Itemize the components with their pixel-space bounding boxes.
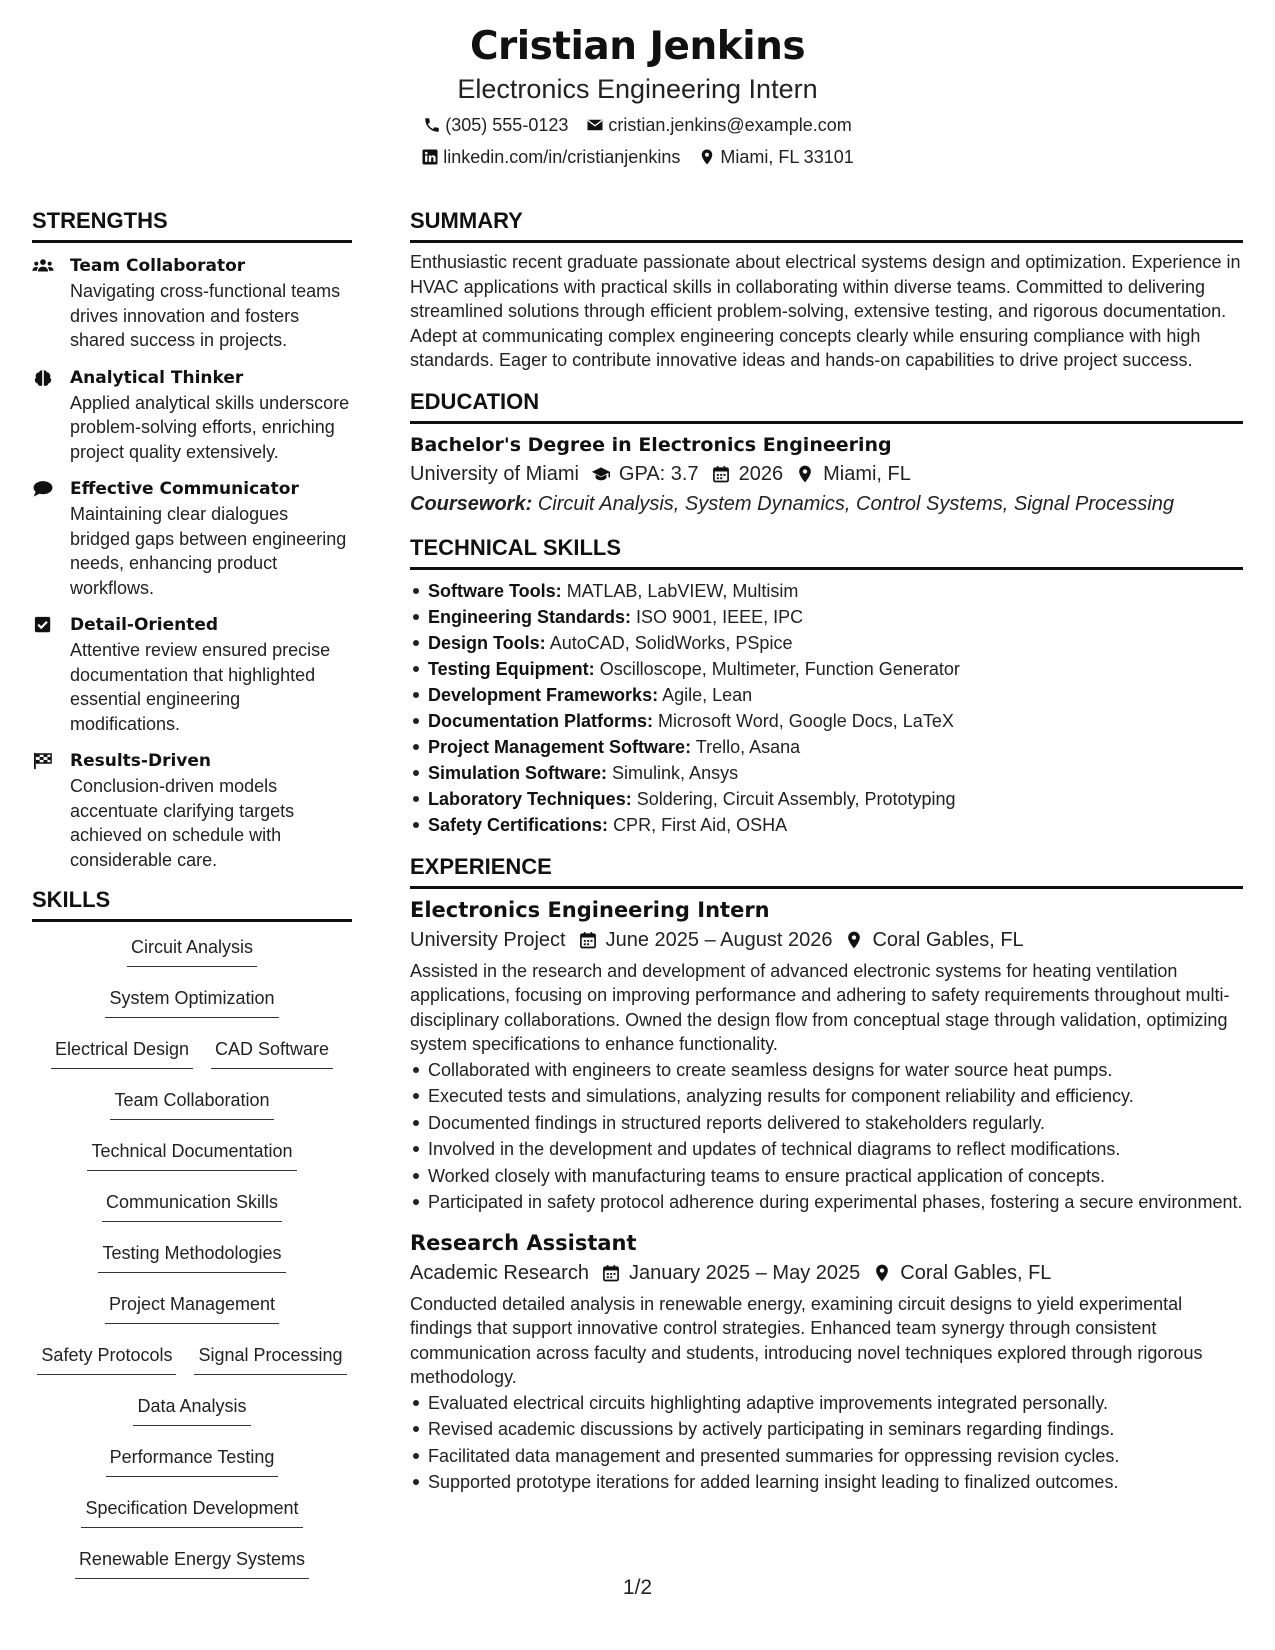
experience-heading: EXPERIENCE: [410, 852, 1243, 889]
strength-item: [32, 254, 352, 353]
technical-skill-item: Testing Equipment: Oscilloscope, Multimeter, Function Generator: [410, 656, 1243, 682]
graduation-year: 2026: [738, 462, 784, 485]
contact-row: [0, 113, 1275, 137]
skills-heading: SKILLS: [32, 885, 352, 922]
users-icon: [32, 254, 70, 353]
job-meta: [410, 925, 1243, 955]
map-pin-icon: [795, 464, 815, 484]
brain-icon: [32, 366, 70, 465]
job-bullet: Revised academic discussions by actively participating in seminars regarding findings.: [410, 1416, 1243, 1443]
job-bullets: [410, 1057, 1243, 1216]
technical-skill-item: Engineering Standards: ISO 9001, IEEE, IPC: [410, 604, 1243, 630]
calendar-icon: [601, 1263, 621, 1283]
speech-bubble-icon: [32, 477, 70, 600]
calendar-icon: [578, 930, 598, 950]
map-pin-icon: [872, 1263, 892, 1283]
job-bullet: Facilitated data management and presented summaries for oppressing revision cycles.: [410, 1443, 1243, 1470]
contact-linkedin-text[interactable]: linkedin.com/in/cristianjenkins: [443, 147, 681, 167]
technical-skill-item: Simulation Software: Simulink, Ansys: [410, 760, 1243, 786]
skills-section: [32, 885, 352, 1579]
coursework-label: Coursework:: [410, 492, 533, 515]
strength-description: Conclusion-driven models accentuate clarifying targets achieved on schedule with considerable care.: [70, 776, 295, 870]
job-bullet: Collaborated with engineers to create seamless designs for water source heat pumps.: [410, 1057, 1243, 1084]
strength-title: Effective Communicator: [70, 479, 299, 499]
skill-tag: Performance Testing: [106, 1444, 279, 1477]
technical-skill-item: Project Management Software: Trello, Asana: [410, 734, 1243, 760]
strength-title: Team Collaborator: [70, 256, 246, 276]
contact-location: [698, 145, 853, 169]
job-bullet: Documented findings in structured reports delivered to stakeholders regularly.: [410, 1110, 1243, 1137]
phone-icon: [423, 116, 441, 134]
technical-skill-item: Documentation Platforms: Microsoft Word, Google Docs, LaTeX: [410, 708, 1243, 734]
left-column: [32, 206, 352, 1579]
experience-section: [410, 852, 1243, 1496]
right-column: [410, 206, 1243, 1510]
skills-list: [32, 934, 352, 1579]
job-bullet: Evaluated electrical circuits highlighting adaptive improvements integrated personally.: [410, 1390, 1243, 1417]
strength-description: Navigating cross-functional teams drives innovation and fosters shared success in projects.: [70, 281, 341, 350]
education-meta: [410, 459, 1243, 489]
strengths-section: [32, 206, 352, 872]
job-bullet: Executed tests and simulations, analyzing results for component reliability and efficiency.: [410, 1083, 1243, 1110]
job-description: Conducted detailed analysis in renewable energy, examining circuit designs to yield experimental findings that support innovative control strategies. Enhanced team synergy through consistent communication across faculty and students, introducing novel techniques explored through rigorous methodology.: [410, 1293, 1203, 1387]
strength-item: [32, 366, 352, 465]
contact-location-text: Miami, FL 33101: [720, 147, 854, 167]
technical-skill-item: Laboratory Techniques: Soldering, Circuit Assembly, Prototyping: [410, 786, 1243, 812]
skill-tag: Electrical Design: [51, 1036, 193, 1069]
strengths-heading: STRENGTHS: [32, 206, 352, 243]
job-location: Coral Gables, FL: [872, 928, 1024, 951]
technical-skills-heading: TECHNICAL SKILLS: [410, 533, 1243, 570]
linkedin-icon: [421, 148, 439, 166]
job-organization: University Project: [410, 928, 566, 951]
technical-skill-item: Design Tools: AutoCAD, SolidWorks, PSpice: [410, 630, 1243, 656]
checkered-flag-icon: [32, 749, 70, 872]
coursework-list: Circuit Analysis, System Dynamics, Control Systems, Signal Processing: [537, 492, 1174, 515]
job-description: Assisted in the research and development of advanced electronic systems for heating ventilation applications, focusing on improving performance and adhering to safety requirements throughout multi-disciplinary collaborations. Owned the design flow from conceptual stage through validation, optimizing system specifications to enhance functionality.: [410, 960, 1230, 1054]
skill-tag: Project Management: [105, 1291, 279, 1324]
technical-skill-item: Software Tools: MATLAB, LabVIEW, Multisim: [410, 578, 1243, 604]
skill-tag: Safety Protocols: [37, 1342, 176, 1375]
technical-skill-item: Development Frameworks: Agile, Lean: [410, 682, 1243, 708]
job-dates: June 2025 – August 2026: [605, 928, 833, 951]
strength-title: Detail-Oriented: [70, 615, 219, 635]
strength-description: Maintaining clear dialogues bridged gaps between engineering needs, enhancing product workflows.: [70, 504, 347, 598]
map-pin-icon: [698, 148, 716, 166]
technical-skill-item: Safety Certifications: CPR, First Aid, OSHA: [410, 812, 1243, 838]
skill-tag: Renewable Energy Systems: [75, 1546, 309, 1579]
skill-tag: System Optimization: [105, 985, 278, 1018]
job-dates: January 2025 – May 2025: [628, 1261, 861, 1284]
coursework: [410, 489, 1243, 519]
job-meta: [410, 1258, 1243, 1288]
resume-header: [0, 22, 1275, 169]
job-title: Research Assistant: [410, 1230, 637, 1255]
job-bullet: Worked closely with manufacturing teams to ensure practical application of concepts.: [410, 1163, 1243, 1190]
education-heading: EDUCATION: [410, 387, 1243, 424]
strengths-list: [32, 254, 352, 872]
job-bullet: Participated in safety protocol adherence during experimental phases, fostering a secure environment.: [410, 1189, 1243, 1216]
candidate-name: Cristian Jenkins: [469, 24, 806, 69]
map-pin-icon: [844, 930, 864, 950]
envelope-icon: [586, 116, 604, 134]
strength-description: Applied analytical skills underscore problem-solving efforts, enriching project quality extensively.: [70, 392, 350, 462]
strength-item: [32, 749, 352, 872]
skill-tag: CAD Software: [211, 1036, 333, 1069]
strength-title: Results-Driven: [70, 751, 212, 771]
strength-item: [32, 613, 352, 736]
skill-tag: Signal Processing: [194, 1342, 346, 1375]
skill-tag: Data Analysis: [133, 1393, 250, 1426]
job-entry: [410, 895, 1243, 1216]
skill-tag: Testing Methodologies: [98, 1240, 285, 1273]
contact-linkedin[interactable]: [421, 145, 680, 169]
strength-item: [32, 477, 352, 600]
job-title: Electronics Engineering Intern: [410, 897, 770, 922]
skill-tag: Communication Skills: [102, 1189, 282, 1222]
degree-title: Bachelor's Degree in Electronics Engineering: [410, 433, 892, 456]
job-location: Coral Gables, FL: [900, 1261, 1052, 1284]
technical-skills-list: [410, 578, 1243, 838]
contact-email[interactable]: [586, 113, 851, 137]
calendar-icon: [711, 464, 731, 484]
job-bullets: [410, 1390, 1243, 1496]
candidate-title: Electronics Engineering Intern: [457, 74, 818, 104]
contact-phone: [423, 113, 568, 137]
contact-email-text[interactable]: cristian.jenkins@example.com: [608, 115, 852, 135]
strength-title: Analytical Thinker: [70, 367, 244, 388]
contact-phone-text: (305) 555-0123: [445, 115, 569, 135]
summary-heading: SUMMARY: [410, 206, 1243, 243]
summary-text: Enthusiastic recent graduate passionate about electrical systems design and optimization. Experience in HVAC applications with practical skills in collaborating within diverse teams. Committed to delivering streamlined solutions through efficient problem-solving, extensive testing, and rigorous documentation. Adept at communicating complex engineering concepts clearly while ensuring compliance with high standards. Eager to contribute innovative ideas and hands-on capabilities to drive project success.: [410, 252, 1241, 370]
job-organization: Academic Research: [410, 1261, 589, 1284]
strength-description: Attentive review ensured precise documentation that highlighted essential engineering modifications.: [70, 640, 331, 734]
skill-tag: Specification Development: [81, 1495, 302, 1528]
contact-row: [0, 145, 1275, 169]
education-section: [410, 387, 1243, 519]
summary-section: [410, 206, 1243, 373]
skill-tag: Team Collaboration: [110, 1087, 273, 1120]
skill-tag: Technical Documentation: [87, 1138, 296, 1171]
checkbox-icon: [32, 613, 70, 736]
job-bullet: Involved in the development and updates of technical diagrams to reflect modifications.: [410, 1136, 1243, 1163]
gpa: GPA: 3.7: [618, 462, 699, 485]
graduation-cap-icon: [591, 464, 611, 484]
school-location: Miami, FL: [823, 462, 911, 485]
school-name: University of Miami: [410, 462, 579, 485]
technical-skills-section: [410, 533, 1243, 838]
job-bullet: Supported prototype iterations for added learning insight leading to finalized outcomes.: [410, 1469, 1243, 1496]
skill-tag: Circuit Analysis: [127, 934, 257, 967]
job-entry: [410, 1228, 1243, 1496]
page-number: 1/2: [622, 1576, 653, 1599]
